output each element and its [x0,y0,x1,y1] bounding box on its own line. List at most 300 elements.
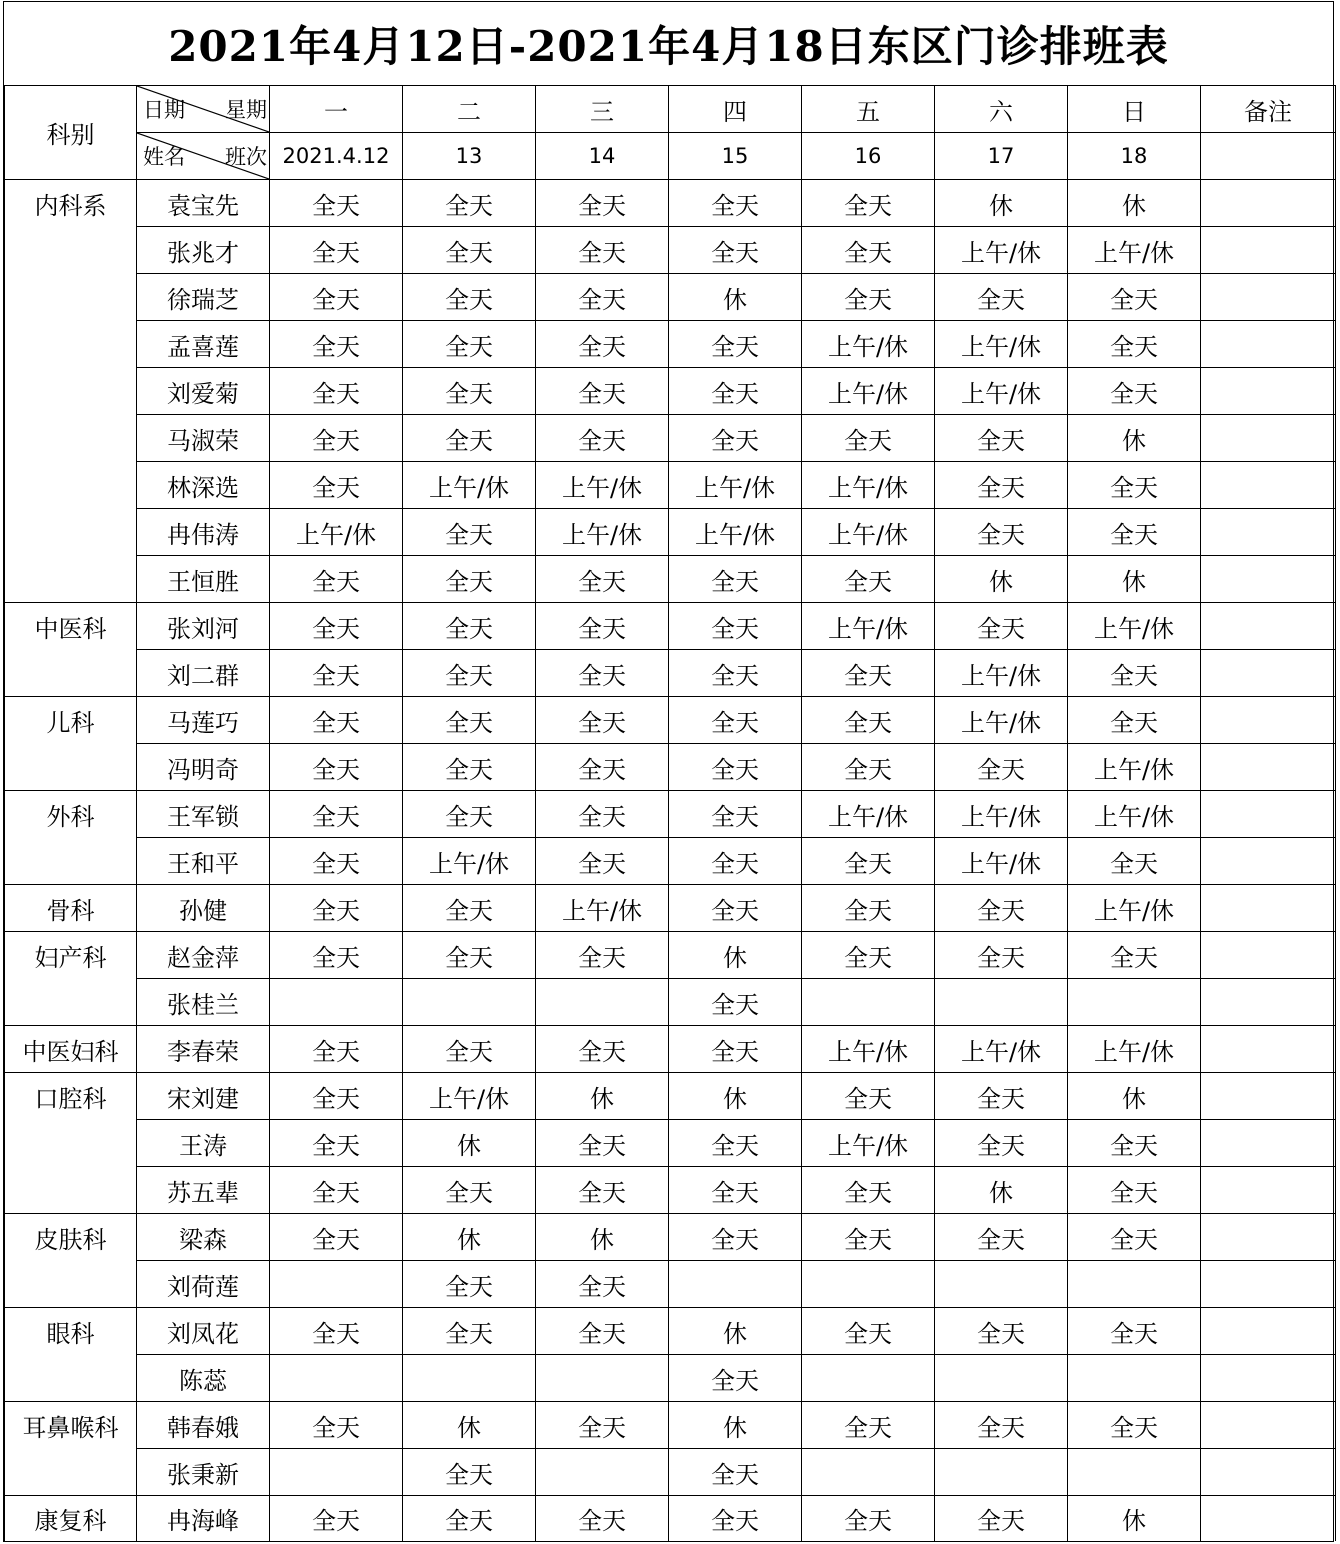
shift-label: 班次 [225,145,267,169]
remarks-cell [1201,1308,1336,1355]
doctor-name: 张兆才 [137,227,270,274]
shift-cell: 全天 [536,1026,669,1073]
shift-cell: 全天 [1068,650,1201,697]
remarks-cell [1201,791,1336,838]
shift-cell [403,1355,536,1402]
shift-cell: 上午/休 [935,321,1068,368]
doctor-name: 梁森 [137,1214,270,1261]
shift-cell: 全天 [802,838,935,885]
shift-cell: 全天 [1068,1214,1201,1261]
shift-cell: 全天 [403,556,536,603]
remarks-cell [1201,932,1336,979]
shift-cell: 全天 [536,556,669,603]
dept-cell: 皮肤科 [5,1214,137,1261]
shift-cell: 全天 [536,1308,669,1355]
dept-cell [5,321,137,368]
shift-cell [1068,1449,1201,1496]
shift-cell: 全天 [536,180,669,227]
shift-cell: 全天 [270,885,403,932]
shift-cell: 全天 [935,885,1068,932]
shift-cell: 上午/休 [1068,1026,1201,1073]
remarks-cell [1201,885,1336,932]
shift-cell: 全天 [1068,368,1201,415]
remarks-cell [1201,462,1336,509]
shift-cell: 全天 [669,1167,802,1214]
shift-cell [935,1261,1068,1308]
shift-cell [270,1449,403,1496]
shift-cell: 全天 [270,697,403,744]
doctor-name: 孙健 [137,885,270,932]
dept-cell [5,838,137,885]
shift-cell: 休 [669,1308,802,1355]
shift-cell: 全天 [802,697,935,744]
shift-cell: 上午/休 [1068,885,1201,932]
table-row [5,462,1336,509]
shift-cell: 全天 [536,274,669,321]
table-row [5,321,1336,368]
remarks-cell [1201,650,1336,697]
shift-cell: 全天 [270,1496,403,1542]
doctor-name: 赵金萍 [137,932,270,979]
date-label: 日期 [143,98,185,122]
shift-cell [536,1355,669,1402]
shift-cell: 全天 [536,791,669,838]
doctor-name: 冉海峰 [137,1496,270,1542]
shift-cell: 上午/休 [935,650,1068,697]
shift-cell: 全天 [536,838,669,885]
shift-cell: 上午/休 [802,1026,935,1073]
name-label: 姓名 [143,145,185,169]
shift-cell: 全天 [403,180,536,227]
shift-cell: 全天 [669,603,802,650]
remarks-cell [1201,1167,1336,1214]
doctor-name: 张刘河 [137,603,270,650]
table-row [5,885,1336,932]
shift-cell: 全天 [1068,509,1201,556]
doctor-name: 苏五辈 [137,1167,270,1214]
shift-cell: 上午/休 [802,791,935,838]
weekday-header: 六 [935,86,1068,133]
dept-cell [5,1167,137,1214]
table-row [5,1308,1336,1355]
doctor-name: 李春荣 [137,1026,270,1073]
shift-cell: 休 [935,1167,1068,1214]
doctor-name: 王和平 [137,838,270,885]
shift-cell: 上午/休 [935,227,1068,274]
dept-cell: 康复科 [5,1496,137,1542]
shift-cell: 全天 [1068,1308,1201,1355]
remarks-cell [1201,1073,1336,1120]
date-header: 14 [536,133,669,180]
shift-cell: 上午/休 [802,462,935,509]
shift-cell: 全天 [270,1308,403,1355]
shift-cell: 休 [669,932,802,979]
remarks-cell [1201,697,1336,744]
table-row [5,509,1336,556]
shift-cell: 全天 [669,1120,802,1167]
remarks-cell [1201,415,1336,462]
date-header: 15 [669,133,802,180]
shift-cell: 全天 [669,791,802,838]
doctor-name: 韩春娥 [137,1402,270,1449]
shift-cell: 全天 [403,603,536,650]
shift-cell: 全天 [669,838,802,885]
shift-cell: 上午/休 [536,462,669,509]
shift-cell: 全天 [536,227,669,274]
shift-cell: 全天 [802,1402,935,1449]
shift-cell [935,1355,1068,1402]
schedule-table [4,85,1336,1541]
doctor-name: 袁宝先 [137,180,270,227]
shift-cell: 上午/休 [1068,791,1201,838]
shift-cell: 全天 [1068,1167,1201,1214]
shift-cell: 全天 [669,650,802,697]
shift-cell: 全天 [935,1214,1068,1261]
shift-cell: 全天 [802,744,935,791]
shift-cell: 全天 [403,1496,536,1542]
shift-cell: 全天 [935,274,1068,321]
shift-cell: 全天 [403,697,536,744]
shift-cell: 全天 [403,791,536,838]
date-weekday-diagonal-header [137,86,270,133]
remarks-cell [1201,1261,1336,1308]
shift-cell: 全天 [270,838,403,885]
table-row [5,1026,1336,1073]
table-row [5,227,1336,274]
date-header: 13 [403,133,536,180]
shift-cell: 全天 [935,1073,1068,1120]
shift-cell: 休 [403,1120,536,1167]
name-shift-diagonal-header [137,133,270,180]
shift-cell: 全天 [1068,462,1201,509]
shift-cell: 全天 [403,932,536,979]
shift-cell: 全天 [536,321,669,368]
shift-cell [1068,979,1201,1026]
weekday-header: 日 [1068,86,1201,133]
dept-cell [5,650,137,697]
dept-cell: 耳鼻喉科 [5,1402,137,1449]
dept-cell: 眼科 [5,1308,137,1355]
remarks-cell [1201,1449,1336,1496]
shift-cell: 全天 [270,1120,403,1167]
shift-cell: 全天 [403,1261,536,1308]
remarks-cell [1201,1214,1336,1261]
shift-cell: 上午/休 [1068,603,1201,650]
shift-cell: 休 [1068,556,1201,603]
shift-cell: 全天 [669,697,802,744]
shift-cell: 全天 [270,462,403,509]
shift-cell: 全天 [669,1355,802,1402]
shift-cell: 上午/休 [935,838,1068,885]
weekday-header: 五 [802,86,935,133]
table-row [5,1073,1336,1120]
shift-cell [935,1449,1068,1496]
shift-cell [536,979,669,1026]
shift-cell: 全天 [536,368,669,415]
weekday-header: 四 [669,86,802,133]
dept-cell [5,1261,137,1308]
remarks-cell [1201,274,1336,321]
shift-cell [270,1261,403,1308]
weekday-header: 一 [270,86,403,133]
shift-cell: 休 [669,1402,802,1449]
shift-cell: 全天 [536,932,669,979]
shift-cell: 上午/休 [802,603,935,650]
shift-cell: 休 [935,556,1068,603]
shift-cell: 全天 [270,1214,403,1261]
date-header: 18 [1068,133,1201,180]
dept-cell: 妇产科 [5,932,137,979]
shift-cell: 全天 [669,1496,802,1542]
shift-cell: 上午/休 [669,509,802,556]
shift-cell: 上午/休 [1068,227,1201,274]
dept-cell: 儿科 [5,697,137,744]
doctor-name: 孟喜莲 [137,321,270,368]
shift-cell: 全天 [403,415,536,462]
table-row [5,697,1336,744]
header-row-date [5,133,1336,180]
dept-cell [5,368,137,415]
doctor-name: 刘爱菊 [137,368,270,415]
shift-cell: 全天 [270,603,403,650]
shift-cell [802,979,935,1026]
shift-cell: 全天 [536,1261,669,1308]
doctor-name: 马淑荣 [137,415,270,462]
shift-cell: 全天 [403,885,536,932]
shift-cell: 全天 [536,1120,669,1167]
shift-cell: 全天 [403,509,536,556]
date-header: 16 [802,133,935,180]
shift-cell: 上午/休 [270,509,403,556]
shift-cell: 全天 [403,227,536,274]
schedule-sheet [3,1,1334,1542]
shift-cell: 全天 [403,1449,536,1496]
shift-cell: 上午/休 [536,885,669,932]
doctor-name: 王军锁 [137,791,270,838]
shift-cell: 全天 [270,1167,403,1214]
shift-cell: 全天 [669,1449,802,1496]
shift-cell [802,1261,935,1308]
shift-cell: 休 [1068,415,1201,462]
shift-cell: 全天 [270,1026,403,1073]
table-row [5,838,1336,885]
shift-cell: 上午/休 [802,321,935,368]
shift-cell: 全天 [270,556,403,603]
dept-cell [5,744,137,791]
table-row [5,180,1336,227]
shift-cell [802,1355,935,1402]
weekday-header: 三 [536,86,669,133]
shift-cell: 全天 [536,1167,669,1214]
doctor-name: 冯明奇 [137,744,270,791]
shift-cell: 上午/休 [403,462,536,509]
dept-cell [5,1120,137,1167]
dept-cell [5,415,137,462]
shift-cell [536,1449,669,1496]
shift-cell: 全天 [1068,321,1201,368]
table-row [5,1120,1336,1167]
remarks-header: 备注 [1201,86,1336,133]
shift-cell: 全天 [669,227,802,274]
shift-cell [669,1261,802,1308]
shift-cell: 上午/休 [403,838,536,885]
remarks-cell [1201,979,1336,1026]
shift-cell: 全天 [1068,1120,1201,1167]
shift-cell: 全天 [403,1026,536,1073]
shift-cell: 上午/休 [935,697,1068,744]
shift-cell: 休 [669,1073,802,1120]
doctor-name: 王恒胜 [137,556,270,603]
shift-cell: 全天 [270,180,403,227]
shift-cell: 全天 [270,650,403,697]
shift-cell: 全天 [802,1214,935,1261]
shift-cell: 上午/休 [669,462,802,509]
dept-cell [5,462,137,509]
shift-cell: 休 [403,1214,536,1261]
shift-cell: 上午/休 [802,509,935,556]
page-title: 2021年4月12日-2021年4月18日东区门诊排班表 [4,2,1333,86]
shift-cell: 全天 [403,744,536,791]
shift-cell: 全天 [536,1496,669,1542]
dept-cell: 中医科 [5,603,137,650]
weekday-header: 二 [403,86,536,133]
shift-cell: 全天 [669,556,802,603]
dept-cell: 内科系 [5,180,137,227]
shift-cell: 全天 [1068,274,1201,321]
shift-cell: 全天 [669,1214,802,1261]
shift-cell: 全天 [536,415,669,462]
shift-cell: 全天 [536,1402,669,1449]
shift-cell: 上午/休 [1068,744,1201,791]
dept-header: 科别 [5,86,137,180]
doctor-name: 刘二群 [137,650,270,697]
shift-cell: 全天 [935,462,1068,509]
table-row [5,650,1336,697]
shift-cell: 全天 [403,321,536,368]
dept-cell [5,979,137,1026]
shift-cell: 全天 [1068,1402,1201,1449]
shift-cell: 休 [536,1214,669,1261]
shift-cell: 全天 [669,180,802,227]
table-row [5,1261,1336,1308]
shift-cell: 全天 [935,603,1068,650]
shift-cell: 全天 [669,415,802,462]
shift-cell: 全天 [935,1120,1068,1167]
shift-cell: 休 [1068,180,1201,227]
dept-cell [5,1355,137,1402]
doctor-name: 刘荷莲 [137,1261,270,1308]
shift-cell: 全天 [802,1167,935,1214]
shift-cell: 全天 [403,1167,536,1214]
doctor-name: 刘凤花 [137,1308,270,1355]
shift-cell: 全天 [1068,838,1201,885]
shift-cell [270,979,403,1026]
remarks-cell [1201,368,1336,415]
shift-cell: 全天 [935,1402,1068,1449]
remarks-cell [1201,838,1336,885]
shift-cell [270,1355,403,1402]
shift-cell: 全天 [270,368,403,415]
shift-cell: 上午/休 [802,368,935,415]
dept-cell [5,509,137,556]
shift-cell: 全天 [802,180,935,227]
shift-cell [935,979,1068,1026]
shift-cell: 全天 [935,932,1068,979]
shift-cell: 全天 [270,791,403,838]
remarks-cell [1201,321,1336,368]
shift-cell: 全天 [802,1496,935,1542]
table-row [5,932,1336,979]
shift-cell: 全天 [669,1026,802,1073]
shift-cell: 上午/休 [935,791,1068,838]
doctor-name: 马莲巧 [137,697,270,744]
remarks-cell [1201,227,1336,274]
dept-cell [5,1449,137,1496]
shift-cell: 全天 [669,885,802,932]
shift-cell: 全天 [536,744,669,791]
shift-cell: 全天 [935,1308,1068,1355]
shift-cell: 全天 [669,368,802,415]
header-row-weekday [5,86,1336,133]
shift-cell: 全天 [802,227,935,274]
doctor-name: 冉伟涛 [137,509,270,556]
shift-cell: 全天 [802,885,935,932]
shift-cell: 全天 [270,1402,403,1449]
shift-cell: 全天 [536,650,669,697]
dept-cell [5,274,137,321]
doctor-name: 宋刘建 [137,1073,270,1120]
dept-cell: 骨科 [5,885,137,932]
remarks-cell [1201,1402,1336,1449]
shift-cell: 全天 [935,509,1068,556]
shift-cell: 全天 [802,1073,935,1120]
table-row [5,556,1336,603]
remarks-cell [1201,556,1336,603]
dept-cell: 中医妇科 [5,1026,137,1073]
dept-cell [5,556,137,603]
table-row [5,791,1336,838]
shift-cell: 上午/休 [403,1073,536,1120]
shift-cell: 上午/休 [802,1120,935,1167]
remarks-cell [1201,509,1336,556]
shift-cell: 休 [1068,1496,1201,1542]
shift-cell: 全天 [403,650,536,697]
shift-cell: 休 [1068,1073,1201,1120]
shift-cell: 全天 [270,321,403,368]
weekday-label: 星期 [225,98,267,122]
shift-cell: 全天 [802,650,935,697]
shift-cell [802,1449,935,1496]
remarks-cell [1201,180,1336,227]
shift-cell: 全天 [669,321,802,368]
table-row [5,744,1336,791]
doctor-name: 张秉新 [137,1449,270,1496]
shift-cell: 全天 [802,1308,935,1355]
shift-cell: 全天 [270,415,403,462]
dept-cell: 外科 [5,791,137,838]
shift-cell: 全天 [669,979,802,1026]
shift-cell: 全天 [403,274,536,321]
table-row [5,1355,1336,1402]
date-header: 2021.4.12 [270,133,403,180]
shift-cell: 休 [669,274,802,321]
shift-cell: 全天 [935,1496,1068,1542]
doctor-name: 王涛 [137,1120,270,1167]
shift-cell: 休 [935,180,1068,227]
remarks-cell [1201,603,1336,650]
remarks-cell [1201,133,1336,180]
shift-cell: 全天 [802,415,935,462]
